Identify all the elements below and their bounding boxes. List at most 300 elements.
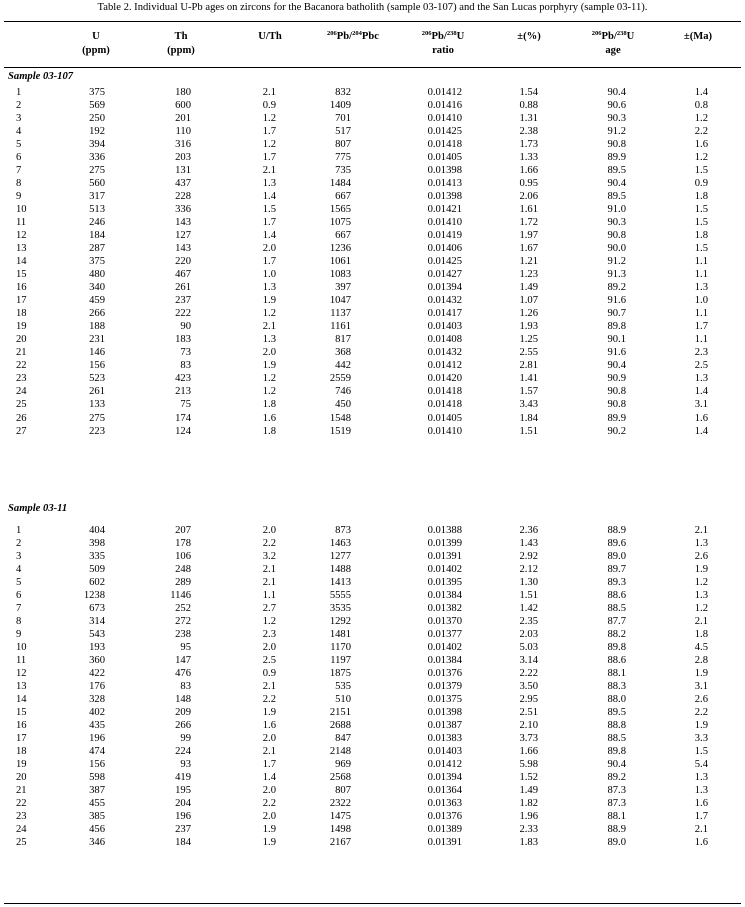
error-ma-cell: 1.2 (694, 113, 708, 125)
th-ppm-cell: 184 (175, 837, 191, 849)
error-ma-cell: 1.9 (694, 720, 708, 732)
row-number-cell: 1 (16, 525, 22, 536)
pb206-u238-ratio-cell: 0.01418 (427, 399, 462, 411)
error-ma-cell: 1.5 (694, 204, 708, 216)
pb206-pb204c-cell: 1075 (329, 217, 351, 229)
u-ppm-cell: 184 (89, 230, 105, 242)
row-number-cell: 2 (16, 100, 22, 112)
u-ppm-cell: 328 (89, 694, 105, 706)
error-ma-cell: 1.8 (694, 629, 708, 641)
u-ppm-cell: 317 (89, 191, 105, 203)
u-th-ratio-cell: 2.1 (262, 165, 276, 177)
u-ppm-cell: 266 (89, 308, 105, 320)
table-row (0, 372, 745, 385)
header-u-unit: (ppm) (82, 45, 110, 56)
pb206-pb204c-cell: 2568 (329, 772, 351, 784)
u-th-ratio-cell: 1.6 (262, 720, 276, 732)
u-th-ratio-cell: 1.1 (262, 590, 276, 602)
th-ppm-cell: 124 (175, 425, 191, 437)
error-ma-cell: 3.1 (694, 681, 708, 693)
u-th-ratio-cell: 1.7 (262, 256, 276, 268)
u-th-ratio-cell: 1.2 (262, 308, 276, 320)
row-number-cell: 4 (16, 126, 22, 138)
error-percent-cell: 1.54 (519, 87, 538, 98)
u-ppm-cell: 275 (89, 165, 105, 177)
pb206-u238-ratio-cell: 0.01419 (427, 230, 462, 242)
error-percent-cell: 1.83 (519, 837, 538, 849)
error-percent-cell: 1.43 (519, 538, 538, 550)
table-row (0, 628, 745, 641)
u-ppm-cell: 513 (89, 204, 105, 216)
pb206-pb204c-cell: 735 (335, 165, 351, 177)
pb206-u238-ratio-cell: 0.01432 (427, 295, 462, 307)
row-number-cell: 26 (16, 412, 27, 424)
error-ma-cell: 1.2 (694, 577, 708, 589)
pb206-pb204c-cell: 969 (335, 759, 351, 771)
error-percent-cell: 5.03 (519, 642, 538, 654)
u-ppm-cell: 385 (89, 811, 105, 823)
u-th-ratio-cell: 2.5 (262, 655, 276, 667)
u-th-ratio-cell: 2.1 (262, 681, 276, 693)
pb206-u238-ratio-cell: 0.01412 (427, 87, 462, 98)
error-ma-cell: 1.1 (694, 256, 708, 268)
u-ppm-cell: 223 (89, 425, 105, 437)
header-u-th-name: U/Th (258, 31, 282, 42)
pb206-u238-ratio-cell: 0.01425 (427, 256, 462, 268)
error-percent-cell: 2.33 (519, 824, 538, 836)
u-ppm-cell: 335 (89, 551, 105, 563)
header-pb206-pb204-name: $^{206}$Pb/$^{204}$Pbc (327, 30, 379, 42)
u-th-ratio-cell: 1.8 (262, 425, 276, 437)
u-ppm-cell: 360 (89, 655, 105, 667)
th-ppm-cell: 83 (180, 360, 191, 372)
table-row (0, 412, 745, 425)
table-row (0, 615, 745, 628)
pb206-u238-age-cell: 90.2 (607, 425, 626, 437)
error-percent-cell: 2.06 (519, 191, 538, 203)
pb206-u238-ratio-cell: 0.01376 (427, 668, 462, 680)
pb206-pb204c-cell: 2167 (329, 837, 351, 849)
pb206-u238-age-cell: 88.9 (607, 525, 626, 536)
table-row (0, 294, 745, 307)
table-row (0, 268, 745, 281)
row-number-cell: 3 (16, 113, 22, 125)
error-percent-cell: 1.49 (519, 282, 538, 294)
error-ma-cell: 1.5 (694, 243, 708, 255)
pb206-u238-ratio-cell: 0.01379 (427, 681, 462, 693)
pb206-u238-age-cell: 88.8 (607, 720, 626, 732)
pb206-u238-age-cell: 91.3 (607, 269, 626, 281)
u-ppm-cell: 246 (89, 217, 105, 229)
u-ppm-cell: 456 (89, 824, 105, 836)
pb206-u238-age-cell: 91.6 (607, 295, 626, 307)
error-ma-cell: 2.1 (694, 525, 708, 536)
pb206-pb204c-cell: 1463 (329, 538, 351, 550)
pb206-pb204c-cell: 1197 (330, 655, 351, 667)
pb206-u238-ratio-cell: 0.01427 (427, 269, 462, 281)
pb206-u238-age-cell: 89.7 (607, 564, 626, 576)
row-number-cell: 2 (16, 538, 22, 550)
header-u-th (246, 30, 294, 44)
pb206-u238-age-cell: 87.7 (607, 616, 626, 628)
th-ppm-cell: 423 (175, 373, 191, 385)
pb206-pb204c-cell: 450 (335, 399, 351, 411)
error-percent-cell: 0.95 (519, 178, 538, 190)
pb206-u238-ratio-cell: 0.01376 (427, 811, 462, 823)
table-row (0, 307, 745, 320)
th-ppm-cell: 143 (175, 217, 191, 229)
u-th-ratio-cell: 2.1 (262, 577, 276, 589)
pb206-u238-age-cell: 89.9 (607, 152, 626, 164)
error-ma-cell: 2.3 (694, 347, 708, 359)
u-th-ratio-cell: 2.0 (262, 642, 276, 654)
pb206-pb204c-cell: 817 (335, 334, 351, 346)
u-th-ratio-cell: 1.0 (262, 269, 276, 281)
error-ma-cell: 1.1 (694, 334, 708, 346)
error-ma-cell: 1.2 (694, 152, 708, 164)
u-th-ratio-cell: 1.4 (262, 772, 276, 784)
pb206-u238-age-cell: 90.4 (607, 360, 626, 372)
u-th-ratio-cell: 2.0 (262, 525, 276, 536)
th-ppm-cell: 437 (175, 178, 191, 190)
error-percent-cell: 1.25 (519, 334, 538, 346)
th-ppm-cell: 174 (175, 412, 191, 424)
pb206-u238-ratio-cell: 0.01412 (427, 759, 462, 771)
th-ppm-cell: 220 (175, 256, 191, 268)
pb206-u238-ratio-cell: 0.01406 (427, 243, 462, 255)
pb206-pb204c-cell: 442 (335, 360, 351, 372)
th-ppm-cell: 75 (180, 399, 191, 411)
error-percent-cell: 1.30 (519, 577, 538, 589)
error-ma-cell: 1.4 (694, 386, 708, 398)
header-err-pct-name: ±(%) (517, 31, 541, 42)
pb206-u238-ratio-cell: 0.01425 (427, 126, 462, 138)
pb206-pb204c-cell: 1519 (329, 425, 351, 437)
pb206-u238-ratio-cell: 0.01382 (427, 603, 462, 615)
th-ppm-cell: 127 (175, 230, 191, 242)
pb206-u238-age-cell: 89.2 (607, 772, 626, 784)
u-ppm-cell: 231 (89, 334, 105, 346)
row-number-cell: 8 (16, 616, 22, 628)
u-th-ratio-cell: 1.2 (262, 386, 276, 398)
pb206-u238-ratio-cell: 0.01398 (427, 191, 462, 203)
th-ppm-cell: 252 (175, 603, 191, 615)
pb206-pb204c-cell: 1875 (329, 668, 351, 680)
table-row (0, 680, 745, 693)
header-th-name: Th (174, 31, 188, 42)
pb206-u238-ratio-cell: 0.01412 (427, 360, 462, 372)
pb206-u238-ratio-cell: 0.01377 (427, 629, 462, 641)
table-row (0, 719, 745, 732)
pb206-u238-age-cell: 87.3 (607, 798, 626, 810)
th-ppm-cell: 228 (175, 191, 191, 203)
th-ppm-cell: 209 (175, 707, 191, 719)
pb206-u238-age-cell: 90.8 (607, 399, 626, 411)
th-ppm-cell: 131 (175, 165, 191, 177)
table-row (0, 745, 745, 758)
pb206-pb204c-cell: 873 (335, 525, 351, 536)
error-ma-cell: 1.5 (694, 165, 708, 177)
header-age-sub: age (605, 45, 621, 56)
row-number-cell: 1 (16, 87, 22, 98)
pb206-u238-age-cell: 89.3 (607, 577, 626, 589)
error-ma-cell: 1.3 (694, 373, 708, 385)
error-ma-cell: 1.5 (694, 746, 708, 758)
u-th-ratio-cell: 1.9 (262, 707, 276, 719)
u-th-ratio-cell: 2.1 (262, 87, 276, 98)
pb206-pb204c-cell: 1161 (330, 321, 351, 333)
error-ma-cell: 2.1 (694, 616, 708, 628)
section-title-sample-03-11: Sample 03-11 (8, 503, 68, 514)
error-ma-cell: 2.8 (694, 655, 708, 667)
table-row (0, 602, 745, 615)
u-th-ratio-cell: 0.9 (262, 100, 276, 112)
u-th-ratio-cell: 2.0 (262, 243, 276, 255)
pb206-u238-age-cell: 90.9 (607, 373, 626, 385)
pb206-pb204c-cell: 1481 (329, 629, 351, 641)
row-number-cell: 6 (16, 152, 22, 164)
u-ppm-cell: 569 (89, 100, 105, 112)
table-top-rule (4, 21, 741, 22)
u-ppm-cell: 474 (89, 746, 105, 758)
row-number-cell: 21 (16, 347, 27, 359)
row-number-cell: 21 (16, 785, 27, 797)
pb206-pb204c-cell: 397 (335, 282, 351, 294)
error-percent-cell: 1.21 (519, 256, 538, 268)
u-ppm-cell: 314 (89, 616, 105, 628)
pb206-pb204c-cell: 807 (335, 139, 351, 151)
error-ma-cell: 1.0 (694, 295, 708, 307)
u-th-ratio-cell: 1.2 (262, 373, 276, 385)
table-row (0, 810, 745, 823)
table-row (0, 255, 745, 268)
table-row (0, 641, 745, 654)
pb206-u238-age-cell: 90.8 (607, 139, 626, 151)
th-ppm-cell: 1146 (170, 590, 191, 602)
pb206-u238-ratio-cell: 0.01399 (427, 538, 462, 550)
pb206-pb204c-cell: 832 (335, 87, 351, 98)
th-ppm-cell: 195 (175, 785, 191, 797)
table-row (0, 203, 745, 216)
table-row (0, 823, 745, 836)
error-percent-cell: 1.51 (519, 425, 538, 437)
u-th-ratio-cell: 1.3 (262, 282, 276, 294)
table-row (0, 151, 745, 164)
row-number-cell: 4 (16, 564, 22, 576)
table-row (0, 346, 745, 359)
pb206-u238-age-cell: 89.6 (607, 538, 626, 550)
error-ma-cell: 1.2 (694, 603, 708, 615)
pb206-u238-age-cell: 88.1 (607, 811, 626, 823)
table-row (0, 112, 745, 125)
row-number-cell: 7 (16, 165, 22, 177)
th-ppm-cell: 266 (175, 720, 191, 732)
pb206-u238-age-cell: 91.2 (607, 256, 626, 268)
u-ppm-cell: 340 (89, 282, 105, 294)
row-number-cell: 25 (16, 399, 27, 411)
table-row (0, 524, 745, 537)
header-age (578, 30, 648, 58)
pb206-pb204c-cell: 1047 (329, 295, 351, 307)
pb206-u238-age-cell: 89.9 (607, 412, 626, 424)
table-row (0, 563, 745, 576)
row-number-cell: 11 (16, 217, 27, 229)
u-th-ratio-cell: 0.9 (262, 668, 276, 680)
row-number-cell: 11 (16, 655, 27, 667)
u-ppm-cell: 146 (89, 347, 105, 359)
error-ma-cell: 1.5 (694, 217, 708, 229)
pb206-pb204c-cell: 535 (335, 681, 351, 693)
pb206-pb204c-cell: 1061 (329, 256, 351, 268)
u-th-ratio-cell: 1.3 (262, 334, 276, 346)
row-number-cell: 19 (16, 759, 27, 771)
table-row (0, 320, 745, 333)
u-th-ratio-cell: 2.1 (262, 321, 276, 333)
u-th-ratio-cell: 1.4 (262, 191, 276, 203)
error-ma-cell: 0.9 (694, 178, 708, 190)
u-ppm-cell: 404 (89, 525, 105, 536)
row-number-cell: 8 (16, 178, 22, 190)
error-ma-cell: 2.6 (694, 694, 708, 706)
pb206-pb204c-cell: 1236 (329, 243, 351, 255)
error-ma-cell: 1.3 (694, 590, 708, 602)
row-number-cell: 24 (16, 386, 27, 398)
pb206-pb204c-cell: 1498 (329, 824, 351, 836)
th-ppm-cell: 178 (175, 538, 191, 550)
header-age-name: $^{206}$Pb/$^{238}$U (591, 30, 635, 42)
table-bottom-rule (4, 903, 741, 904)
u-th-ratio-cell: 2.7 (262, 603, 276, 615)
u-ppm-cell: 387 (89, 785, 105, 797)
row-number-cell: 20 (16, 772, 27, 784)
pb206-pb204c-cell: 3535 (329, 603, 351, 615)
row-number-cell: 7 (16, 603, 22, 615)
error-percent-cell: 1.72 (519, 217, 538, 229)
row-number-cell: 16 (16, 282, 27, 294)
row-number-cell: 13 (16, 243, 27, 255)
header-u (72, 30, 120, 58)
u-th-ratio-cell: 1.2 (262, 113, 276, 125)
table-header-rule (4, 67, 741, 68)
u-ppm-cell: 455 (89, 798, 105, 810)
pb206-u238-ratio-cell: 0.01391 (427, 551, 462, 563)
error-ma-cell: 4.5 (694, 642, 708, 654)
u-ppm-cell: 156 (89, 759, 105, 771)
th-ppm-cell: 147 (175, 655, 191, 667)
error-percent-cell: 1.31 (519, 113, 538, 125)
error-percent-cell: 2.81 (519, 360, 538, 372)
pb206-u238-ratio-cell: 0.01413 (427, 178, 462, 190)
error-percent-cell: 1.73 (519, 139, 538, 151)
u-th-ratio-cell: 1.9 (262, 837, 276, 849)
pb206-pb204c-cell: 847 (335, 733, 351, 745)
th-ppm-cell: 261 (175, 282, 191, 294)
row-number-cell: 5 (16, 139, 22, 151)
error-percent-cell: 2.92 (519, 551, 538, 563)
error-percent-cell: 1.23 (519, 269, 538, 281)
pb206-pb204c-cell: 2151 (329, 707, 351, 719)
row-number-cell: 13 (16, 681, 27, 693)
error-ma-cell: 5.4 (694, 759, 708, 771)
th-ppm-cell: 180 (175, 87, 191, 98)
th-ppm-cell: 90 (180, 321, 191, 333)
pb206-u238-ratio-cell: 0.01384 (427, 590, 462, 602)
pb206-pb204c-cell: 368 (335, 347, 351, 359)
row-number-cell: 9 (16, 629, 22, 641)
pb206-pb204c-cell: 1137 (330, 308, 351, 320)
pb206-u238-age-cell: 88.0 (607, 694, 626, 706)
error-percent-cell: 1.26 (519, 308, 538, 320)
error-percent-cell: 1.97 (519, 230, 538, 242)
u-ppm-cell: 509 (89, 564, 105, 576)
row-number-cell: 15 (16, 707, 27, 719)
pb206-u238-age-cell: 91.0 (607, 204, 626, 216)
table-row (0, 216, 745, 229)
th-ppm-cell: 207 (175, 525, 191, 536)
row-number-cell: 14 (16, 256, 27, 268)
section-title-sample-03-107: Sample 03-107 (8, 71, 74, 82)
th-ppm-cell: 224 (175, 746, 191, 758)
table-row (0, 190, 745, 203)
header-err-ma (672, 30, 724, 44)
pb206-u238-ratio-cell: 0.01417 (427, 308, 462, 320)
error-percent-cell: 5.98 (519, 759, 538, 771)
row-number-cell: 10 (16, 204, 27, 216)
pb206-u238-age-cell: 90.1 (607, 334, 626, 346)
error-percent-cell: 1.07 (519, 295, 538, 307)
pb206-pb204c-cell: 1292 (329, 616, 351, 628)
header-th-unit: (ppm) (167, 45, 195, 56)
u-ppm-cell: 176 (89, 681, 105, 693)
error-ma-cell: 1.3 (694, 785, 708, 797)
pb206-u238-ratio-cell: 0.01394 (427, 282, 462, 294)
table-row (0, 693, 745, 706)
error-percent-cell: 1.51 (519, 590, 538, 602)
error-ma-cell: 2.2 (694, 126, 708, 138)
pb206-pb204c-cell: 1475 (329, 811, 351, 823)
table-row (0, 654, 745, 667)
error-percent-cell: 1.66 (519, 746, 538, 758)
pb206-u238-age-cell: 90.4 (607, 178, 626, 190)
error-percent-cell: 3.43 (519, 399, 538, 411)
row-number-cell: 25 (16, 837, 27, 849)
error-percent-cell: 0.88 (519, 100, 538, 112)
u-th-ratio-cell: 1.8 (262, 399, 276, 411)
row-number-cell: 18 (16, 746, 27, 758)
pb206-u238-ratio-cell: 0.01375 (427, 694, 462, 706)
pb206-u238-ratio-cell: 0.01403 (427, 321, 462, 333)
error-percent-cell: 2.10 (519, 720, 538, 732)
table-row (0, 242, 745, 255)
th-ppm-cell: 143 (175, 243, 191, 255)
error-ma-cell: 1.1 (694, 269, 708, 281)
u-ppm-cell: 156 (89, 360, 105, 372)
table-row (0, 732, 745, 745)
row-number-cell: 9 (16, 191, 22, 203)
th-ppm-cell: 204 (175, 798, 191, 810)
pb206-pb204c-cell: 1488 (329, 564, 351, 576)
u-th-ratio-cell: 2.0 (262, 785, 276, 797)
th-ppm-cell: 476 (175, 668, 191, 680)
pb206-pb204c-cell: 701 (335, 113, 351, 125)
u-ppm-cell: 480 (89, 269, 105, 281)
row-number-cell: 22 (16, 798, 27, 810)
pb206-u238-ratio-cell: 0.01388 (427, 525, 462, 536)
pb206-u238-age-cell: 89.2 (607, 282, 626, 294)
u-ppm-cell: 250 (89, 113, 105, 125)
row-number-cell: 16 (16, 720, 27, 732)
error-percent-cell: 1.52 (519, 772, 538, 784)
